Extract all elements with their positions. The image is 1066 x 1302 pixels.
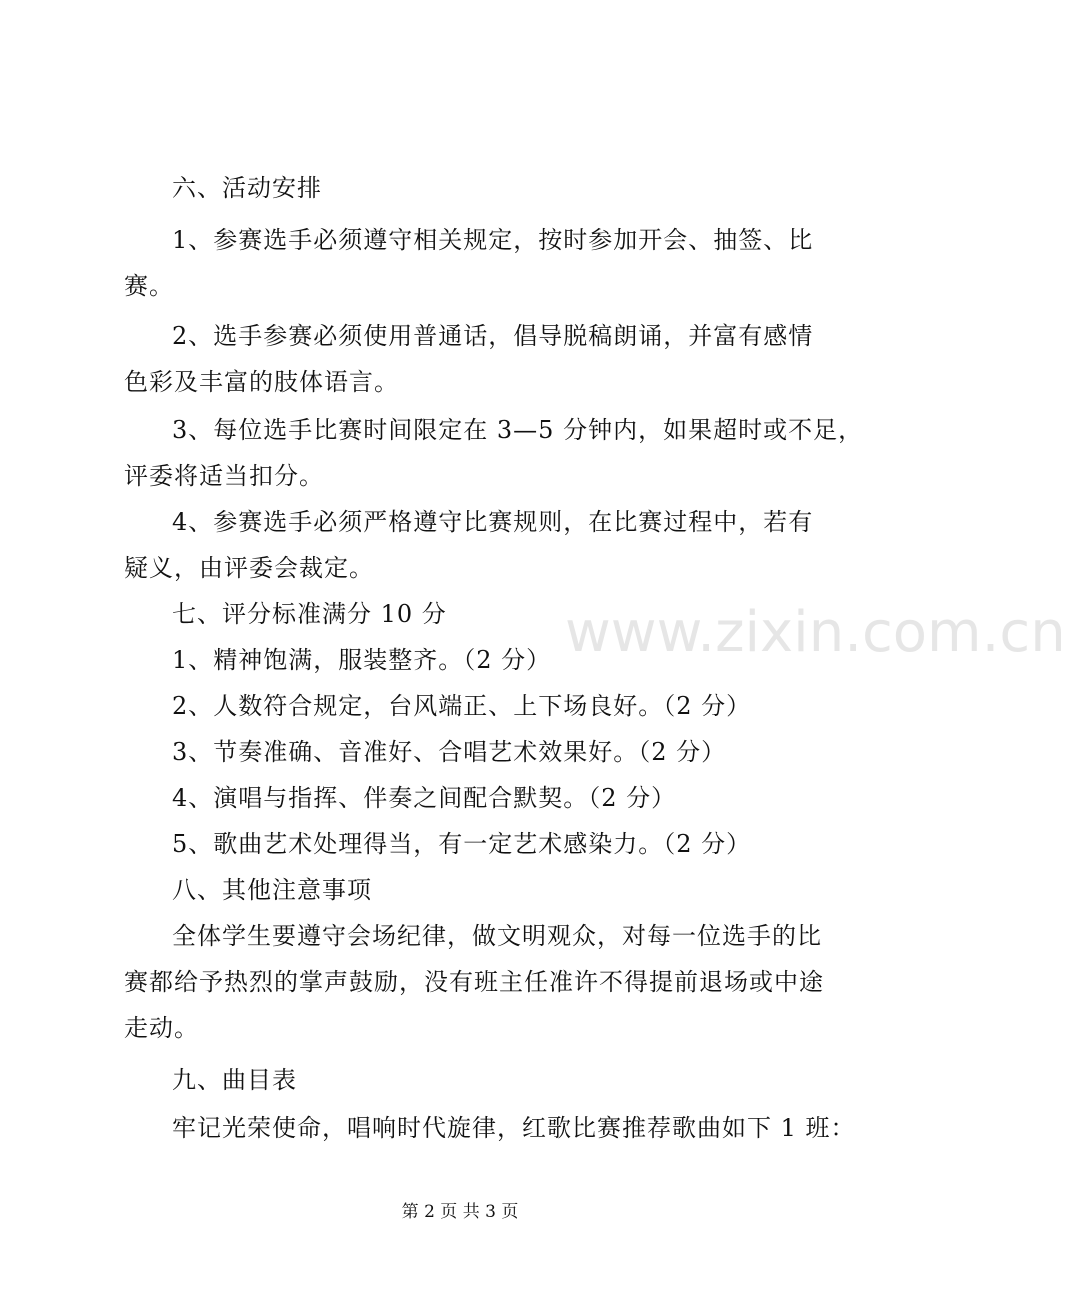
list-item: 2、人数符合规定，台风端正、上下场良好。（2 分） [172, 692, 752, 720]
paragraph-line: 赛。 [124, 272, 174, 300]
paragraph-line: 赛都给予热烈的掌声鼓励，没有班主任准许不得提前退场或中途 [124, 968, 824, 996]
watermark: www.zixin.com.cn [565, 600, 1066, 665]
list-item: 5、歌曲艺术处理得当，有一定艺术感染力。（2 分） [172, 830, 752, 858]
paragraph-line: 1、参赛选手必须遵守相关规定，按时参加开会、抽签、比 [172, 226, 814, 254]
paragraph-line: 4、参赛选手必须严格遵守比赛规则，在比赛过程中，若有 [172, 508, 814, 536]
list-item: 1、精神饱满，服装整齐。（2 分） [172, 646, 552, 674]
page-footer: 第 2 页 共 3 页 [401, 1202, 519, 1222]
section-heading-activity: 六、活动安排 [172, 174, 322, 202]
list-item: 3、节奏准确、音准好、合唱艺术效果好。（2 分） [172, 738, 727, 766]
section-heading-scoring: 七、评分标准满分 10 分 [172, 600, 447, 628]
paragraph-line: 3、每位选手比赛时间限定在 3—5 分钟内，如果超时或不足， [172, 416, 864, 444]
paragraph-line: 评委将适当扣分。 [124, 462, 324, 490]
list-item: 4、演唱与指挥、伴奏之间配合默契。（2 分） [172, 784, 677, 812]
section-heading-songlist: 九、曲目表 [172, 1066, 297, 1094]
paragraph-line: 疑义，由评委会裁定。 [124, 554, 374, 582]
paragraph-line: 牢记光荣使命，唱响时代旋律，红歌比赛推荐歌曲如下 1 班： [172, 1114, 856, 1142]
paragraph-line: 2、选手参赛必须使用普通话，倡导脱稿朗诵，并富有感情 [172, 322, 814, 350]
section-heading-notes: 八、其他注意事项 [172, 876, 372, 904]
paragraph-line: 全体学生要遵守会场纪律，做文明观众，对每一位选手的比 [172, 922, 822, 950]
paragraph-line: 色彩及丰富的肢体语言。 [124, 368, 399, 396]
paragraph-line: 走动。 [124, 1014, 199, 1042]
